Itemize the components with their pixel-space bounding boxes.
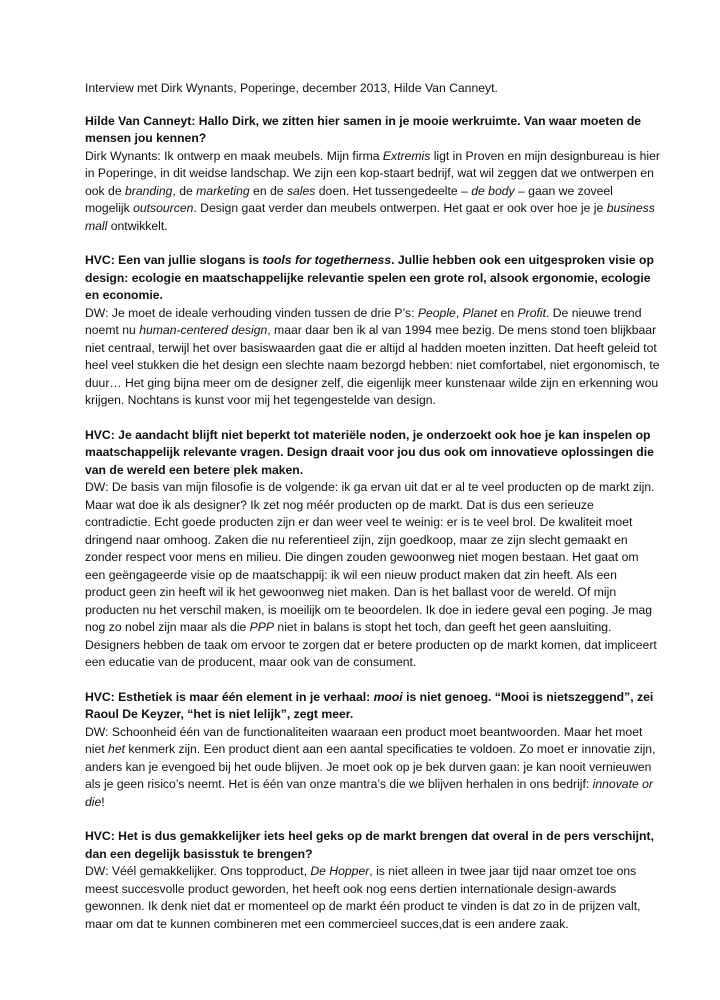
- question-text: Hilde Van Canneyt: Hallo Dirk, we zitten hier samen in je mooie werkruimte. Van waar moeten de mensen jou kennen?: [85, 113, 642, 145]
- qa-block: [85, 252, 660, 410]
- emphasized-term: Profit: [517, 305, 546, 320]
- question-text: HVC: Het is dus gemakkelijker iets heel geks op de markt brengen dat overal in de pers verschijnt, dan een degelijk basisstuk te brengen?: [85, 829, 654, 861]
- interview-header: Interview met Dirk Wynants, Poperinge, december 2013, Hilde Van Canneyt.: [85, 81, 498, 95]
- emphasized-term: tools for togetherness: [262, 253, 392, 267]
- qa-block: [85, 427, 660, 672]
- emphasized-term: sales: [286, 183, 316, 198]
- qa-block: [85, 113, 660, 236]
- answer-text: DW: Je moet de ideale verhouding vinden tussen de drie P’s: People, Planet en Profit. De nieuwe trend noemt nu human-centered design, maar daar ben ik al van 1994 mee bezig. De mens stond toen blijkbaar niet centraal, terwijl het over basiswaarden gaat die er altijd al hadden moeten inzitten. Dat heeft geleid tot heel veel stukken die het design een slechte naam bezorgd hebben: niet comfortabel, niet ergonomisch, te duur… Het ging bijna meer om de designer zelf, die eigenlijk meer kunstenaar wilde zijn en erkenning wou krijgen. Nochtans is kunst voor mij het tegengestelde van design.: [85, 305, 660, 407]
- emphasized-term: branding: [124, 183, 173, 198]
- emphasized-term: business mall: [85, 201, 655, 233]
- question-text: HVC: Een van jullie slogans is tools for togetherness. Jullie hebben ook een uitgesproken visie op design: ecologie en maatschappelijke relevantie spelen een grote rol, alsook ergonomie, ecologie en economie.: [85, 253, 654, 302]
- emphasized-term: Extremis: [382, 148, 431, 163]
- answer-text: DW: De basis van mijn filosofie is de volgende: ik ga ervan uit dat er al te veel producten op de markt zijn. Maar wat doe ik als designer? Ik zet nog méér producten op de markt. Dat is dus een serieuze contradictie. Echt goede producten zijn er dan weer veel te weinig: er is te veel brol. De kwaliteit moet dringend naar omhoog. Zaken die nu referentieel zijn, zijn goedkoop, maar ze zijn slecht gemaakt en zonder respect voor mens en milieu. Die dingen zouden gewoonweg niet mogen bestaan. Het gaat om een geëngageerde visie op de maatschappij: ik wil een nieuw product maken dat zin heeft. Als een product geen zin heeft wil ik het gewoonweg niet maken. Dan is het ballast voor de wereld. Of mijn producten nu het verschil maken, is moeilijk om te beoordelen. Ik doe in iedere geval een poging. Je mag nog zo nobel zijn maar als die PPP niet in balans is stopt het toch, dan geeft het geen aansluiting. Designers hebben de taak om ervoor te zorgen dat er betere producten op de markt komen, dat impliceert een educatie van de producent, maar ook van de consument.: [85, 480, 657, 669]
- emphasized-term: mooi: [373, 689, 403, 704]
- qa-block: [85, 828, 660, 933]
- answer-text: Dirk Wynants: Ik ontwerp en maak meubels. Mijn firma Extremis ligt in Proven en mijn designbureau is hier in Poperinge, in dit weidse landschap. We zijn een kop-staart bedrijf, wat wil zeggen dat we ontwerpen en ook de branding, de marketing en de sales doen. Het tussengedeelte – de body – gaan we zoveel mogelijk outsourcen. Design gaat verder dan meubels ontwerpen. Het gaat er ook over hoe je je business mall ontwikkelt.: [85, 148, 660, 233]
- emphasized-term: innovate or die: [85, 777, 653, 809]
- emphasized-term: Planet: [462, 305, 498, 320]
- question-text: HVC: Esthetiek is maar één element in je verhaal: mooi is niet genoeg. “Mooi is nietszeggend”, zei Raoul De Keyzer, “het is niet lelijk”, zegt meer.: [85, 689, 654, 721]
- emphasized-term: People: [417, 305, 456, 320]
- answer-text: DW: Schoonheid één van de functionaliteiten waaraan een product moet beantwoorden. Maar het moet niet het kenmerk zijn. Een product dient aan een aantal specificaties te voldoen. Zo moet er innovatie zijn, anders kan je evengoed bij het oude blijven. Je moet ook op je bek durven gaan: je kan nooit vernieuwen als je geen risico’s neemt. Het is één van onze mantra’s die we blijven herhalen in ons bedrijf: innovate or die!: [85, 724, 656, 809]
- emphasized-term: outsourcen: [133, 201, 194, 215]
- emphasized-term: PPP: [249, 620, 275, 634]
- emphasized-term: het: [108, 742, 125, 756]
- answer-text: DW: Véél gemakkelijker. Ons topproduct, De Hopper, is niet alleen in twee jaar tijd naar omzet toe ons meest succesvolle product geworden, het heeft ook nog eens dertien internationale design-awards gewonnen. Ik denk niet dat er momenteel op de markt één product te vinden is dat zo in de prijzen valt, maar om dat te kunnen combineren met een commercieel succes,dat is een andere zaak.: [85, 864, 641, 931]
- emphasized-term: human-centered design: [139, 323, 268, 337]
- qa-block: [85, 689, 660, 812]
- question-text: HVC: Je aandacht blijft niet beperkt tot materiële noden, je onderzoekt ook hoe je kan inspelen op maatschappelijk relevante vragen. Design draait voor jou dus ook om innovatieve oplossingen die van de wereld een betere plek maken.: [85, 427, 654, 477]
- emphasized-term: de body: [471, 183, 515, 198]
- emphasized-term: De Hopper: [310, 864, 370, 878]
- emphasized-term: marketing: [196, 183, 250, 198]
